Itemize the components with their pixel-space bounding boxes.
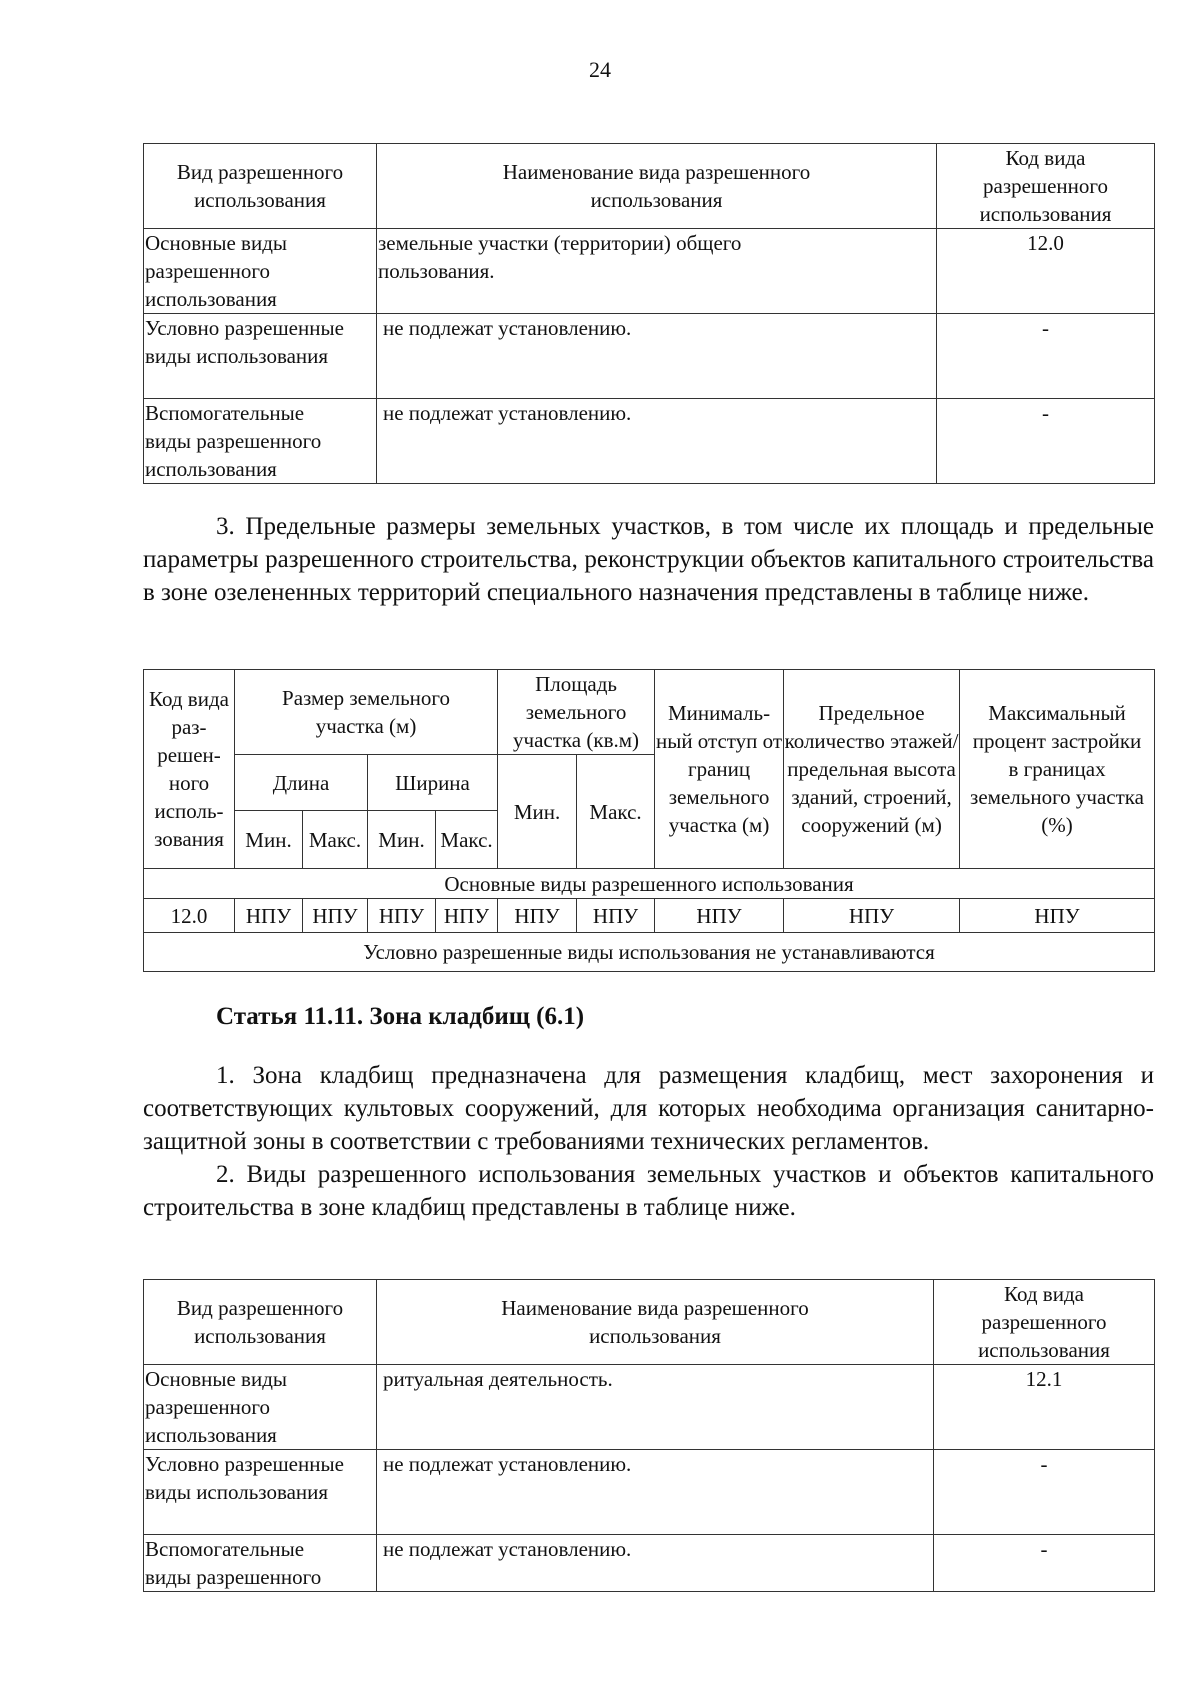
header-length-min: Мин. <box>235 811 303 869</box>
header-indent: Минималь-ный отступ от границ земельного участка (м) <box>655 670 784 869</box>
cell-name: не подлежат установлению. <box>377 399 937 484</box>
paragraph-text: 1. Зона кладбищ предназначена для размещения кладбищ, мест захоронения и соответствующих культовых сооружений, для которых необходима организация санитарно-защитной зоны в соответствии с требованиями технических регламентов. <box>143 1062 1154 1155</box>
page-number: 24 <box>589 57 611 82</box>
section-row <box>144 933 1155 972</box>
section-main: Основные виды разрешенного использования <box>144 869 1155 899</box>
cell-name: не подлежат установлению. <box>377 1450 934 1535</box>
article-title: Статья 11.11. Зона кладбищ (6.1) <box>216 1003 585 1030</box>
cell-area-max: НПУ <box>577 899 655 933</box>
cell-indent: НПУ <box>655 899 784 933</box>
cell-kind: Условно разрешенные виды использования <box>144 314 377 399</box>
paragraph-text: 2. Виды разрешенного использования земельных участков и объектов капитального строительства в зоне кладбищ представлены в таблице ниже. <box>143 1161 1154 1221</box>
cell-name: не подлежат установлению. <box>377 1535 934 1592</box>
header-code: Код вида разрешенного использования <box>937 144 1155 229</box>
cell-kind: Вспомогательные виды разрешенного использования <box>144 399 377 484</box>
cell-name: ритуальная деятельность. <box>377 1365 934 1450</box>
cell-code: 12.0 <box>144 899 235 933</box>
permitted-uses-table-cemetery <box>143 1279 1155 1592</box>
cell-code: 12.0 <box>937 229 1155 314</box>
cell-name: земельные участки (территории) общего пользования. <box>377 229 937 314</box>
cell-code: - <box>937 314 1155 399</box>
cell-kind: Основные виды разрешенного использования <box>144 1365 377 1450</box>
table-row <box>144 899 1155 933</box>
header-name: Наименование вида разрешенного использования <box>377 1280 934 1365</box>
paragraph-cemetery <box>143 1059 1154 1224</box>
section-conditional: Условно разрешенные виды использования не устанавливаются <box>144 933 1155 972</box>
header-width: Ширина <box>368 755 498 811</box>
cell-code: 12.1 <box>934 1365 1155 1450</box>
header-percent: Максимальный процент застройки в границах земельного участка (%) <box>960 670 1155 869</box>
parameters-table <box>143 669 1155 972</box>
header-floors: Предельное количество этажей/ предельная высота зданий, строений, сооружений (м) <box>784 670 960 869</box>
permitted-uses-table-green-zone <box>143 143 1155 484</box>
cell-width-max: НПУ <box>436 899 498 933</box>
header-length: Длина <box>235 755 368 811</box>
header-width-max: Макс. <box>436 811 498 869</box>
header-kind: Вид разрешенного использования <box>144 144 377 229</box>
paragraph-text: 3. Предельные размеры земельных участков, в том числе их площадь и предельные параметры разрешенного строительства, реконструкции объектов капитального строительства в зоне озелененных территорий специального назначения представлены в таблице ниже. <box>143 513 1154 606</box>
header-code: Код вида раз-решен-ного исполь-зования <box>144 670 235 869</box>
table-row <box>144 1450 1155 1535</box>
cell-kind: Основные виды разрешенного использования <box>144 229 377 314</box>
paragraph-limits <box>143 510 1154 609</box>
table-row <box>144 1365 1155 1450</box>
cell-floors: НПУ <box>784 899 960 933</box>
header-row-1 <box>144 670 1155 755</box>
cell-code: - <box>934 1535 1155 1592</box>
cell-length-min: НПУ <box>235 899 303 933</box>
cell-length-max: НПУ <box>303 899 368 933</box>
header-width-min: Мин. <box>368 811 436 869</box>
table-header-row <box>144 144 1155 229</box>
header-kind: Вид разрешенного использования <box>144 1280 377 1365</box>
header-name: Наименование вида разрешенного использования <box>377 144 937 229</box>
header-area-min: Мин. <box>498 755 577 869</box>
cell-name: не подлежат установлению. <box>377 314 937 399</box>
cell-code: - <box>934 1450 1155 1535</box>
cell-percent: НПУ <box>960 899 1155 933</box>
cell-area-min: НПУ <box>498 899 577 933</box>
header-size: Размер земельного участка (м) <box>235 670 498 755</box>
header-length-max: Макс. <box>303 811 368 869</box>
cell-kind: Вспомогательные виды разрешенного <box>144 1535 377 1592</box>
table-row <box>144 1535 1155 1592</box>
cell-code: - <box>937 399 1155 484</box>
header-code: Код вида разрешенного использования <box>934 1280 1155 1365</box>
section-row <box>144 869 1155 899</box>
header-area-max: Макс. <box>577 755 655 869</box>
cell-kind: Условно разрешенные виды использования <box>144 1450 377 1535</box>
cell-width-min: НПУ <box>368 899 436 933</box>
table-header-row <box>144 1280 1155 1365</box>
table-row <box>144 314 1155 399</box>
table-row <box>144 229 1155 314</box>
header-area: Площадь земельного участка (кв.м) <box>498 670 655 755</box>
table-row <box>144 399 1155 484</box>
